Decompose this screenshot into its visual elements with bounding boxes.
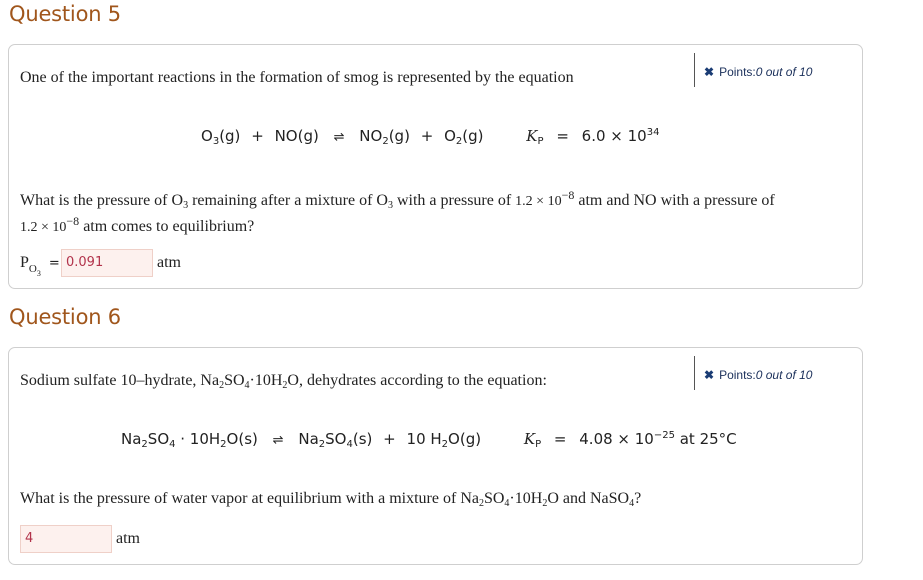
incorrect-x-icon: ✖ xyxy=(704,65,715,79)
question-5-panel xyxy=(8,44,863,289)
incorrect-x-icon: ✖ xyxy=(704,368,715,382)
question-5-heading: Question 5 xyxy=(9,2,121,26)
equilibrium-arrow-icon: ⇌ xyxy=(333,130,345,145)
points-label: Points: xyxy=(719,368,756,382)
question-6-prompt: What is the pressure of water vapor at equilibrium with a mixture of $Na_2SO_4\cdot 10H_2O$ and NaSO$_4$? xyxy=(20,490,642,509)
answer-input-q5[interactable]: 0.091 xyxy=(61,249,153,277)
question-5-prompt-line1: What is the pressure of $O_3$ remaining after a mixture of $O_3$ with a pressure of $1.2 \times 10^{-8}$ atm and NO with a pressure of xyxy=(20,188,775,211)
question-5-points xyxy=(694,53,812,87)
answer-input-q6[interactable]: 4 xyxy=(20,525,112,553)
question-5-prompt-line2: $1.2 \times 10^{-8}$ atm comes to equilibrium? xyxy=(20,214,255,235)
answer-unit-q6: atm xyxy=(116,530,140,547)
question-6-panel xyxy=(8,347,863,565)
question-6-heading: Question 6 xyxy=(9,305,121,329)
question-6-equation: $Na_2SO_4 \cdot 10H_2O(s)$ ⇌ $Na_2SO_4(s) + 10$ $H_2O(g) K_P = 4.08 \times 10^{-25}$ at 25°C xyxy=(121,430,737,450)
equilibrium-arrow-icon: ⇌ xyxy=(272,433,284,448)
answer-unit-q5: atm xyxy=(157,254,181,271)
points-label: Points: xyxy=(719,65,756,79)
points-value: 0 out of 10 xyxy=(755,65,813,79)
question-6-intro: Sodium sulfate 10–hydrate, $Na_2SO_4\cdot 10H_2O$, dehydrates according to the equation: xyxy=(20,372,547,391)
question-5-equation: $O_3(g) + NO(g)$ ⇌ $NO_2(g) + O_2(g) K_P = 6.0 \times 10^{34}$ xyxy=(201,127,660,147)
question-5-intro: One of the important reactions in the formation of smog is represented by the equation xyxy=(20,69,574,86)
question-6-points xyxy=(694,356,812,390)
answer-label-p-o3: $P_{O3}$ = xyxy=(20,254,60,278)
points-value: 0 out of 10 xyxy=(755,368,813,382)
